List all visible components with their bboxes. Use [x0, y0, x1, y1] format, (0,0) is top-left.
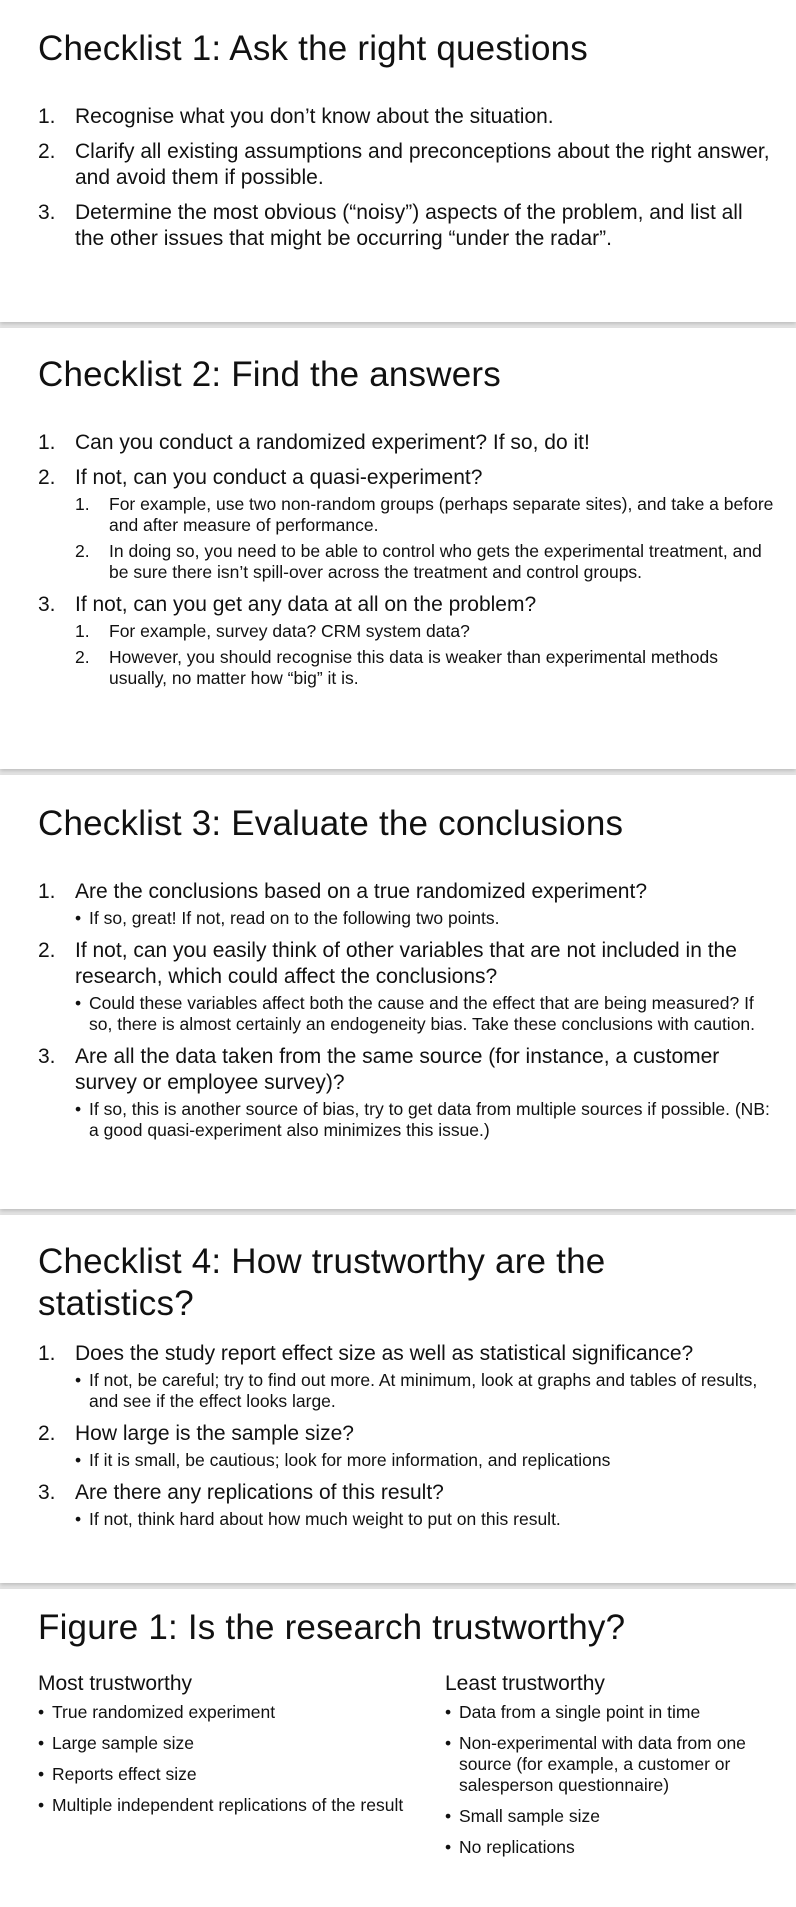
bullet-item: • Reports effect size	[38, 1764, 445, 1785]
sub-item-text: However, you should recognise this data is weaker than experimental methods usually, no matter how “big” it is.	[109, 647, 718, 688]
bullet-list	[75, 1450, 776, 1471]
bullet-item: • If so, great! If not, read on to the following two points.	[75, 908, 776, 929]
list-item	[38, 430, 776, 456]
item-number: 1.	[38, 105, 56, 128]
checklist-4-list	[38, 1341, 776, 1530]
trustworthiness-columns	[38, 1671, 776, 1868]
item-number: 1.	[38, 1342, 56, 1365]
most-trustworthy-column	[38, 1671, 445, 1868]
checklist-1-list	[38, 104, 776, 252]
item-number: 3.	[38, 1045, 56, 1068]
checklist-3-slide	[0, 775, 796, 1209]
bullet-item: • If it is small, be cautious; look for more information, and replications	[75, 1450, 776, 1471]
bullet-item: • If so, this is another source of bias, try to get data from multiple sources if possible. (NB: a good quasi-experiment also minimizes this issue.)	[75, 1099, 776, 1141]
bullet-item: • Multiple independent replications of the result	[38, 1795, 445, 1816]
list-item	[38, 1421, 776, 1471]
item-text: How large is the sample size?	[75, 1422, 354, 1445]
bullet-item: • If not, think hard about how much weight to put on this result.	[75, 1509, 776, 1530]
least-trustworthy-heading: Least trustworthy	[444, 1672, 605, 1695]
item-number: 1.	[38, 431, 56, 454]
sub-list-item	[75, 621, 776, 642]
sub-item-number: 2.	[75, 647, 90, 667]
list-item	[38, 938, 776, 1035]
item-number: 3.	[38, 201, 56, 224]
most-trustworthy-list	[38, 1702, 445, 1816]
list-item	[38, 200, 776, 252]
bullet-list	[75, 1099, 776, 1141]
figure-1-slide	[0, 1589, 796, 1907]
bullet-list	[75, 908, 776, 929]
item-text: Recognise what you don’t know about the situation.	[75, 105, 554, 128]
bullet-item: • Large sample size	[38, 1733, 445, 1754]
item-text: If not, can you get any data at all on the problem?	[75, 593, 537, 616]
list-item	[38, 104, 776, 130]
list-item	[38, 1341, 776, 1412]
item-number: 2.	[38, 1422, 56, 1445]
checklist-4-slide	[0, 1215, 796, 1583]
bullet-list	[75, 1370, 776, 1412]
item-text: Can you conduct a randomized experiment? If so, do it!	[75, 431, 590, 454]
checklist-3-list	[38, 879, 776, 1141]
item-text: Are the conclusions based on a true randomized experiment?	[75, 880, 648, 903]
list-item	[38, 465, 776, 583]
least-trustworthy-list	[445, 1702, 776, 1858]
bullet-item: • No replications	[445, 1837, 776, 1858]
sub-list-item	[75, 541, 776, 583]
bullet-item: • If not, be careful; try to find out more. At minimum, look at graphs and tables of results, and see if the effect looks large.	[75, 1370, 776, 1412]
checklist-2-slide	[0, 328, 796, 769]
sub-item-text: For example, survey data? CRM system data?	[109, 621, 470, 641]
item-number: 2.	[38, 466, 56, 489]
bullet-item: • Could these variables affect both the cause and the effect that are being measured? If so, there is almost certainly an endogeneity bias. Take these conclusions with caution.	[75, 993, 776, 1035]
bullet-list	[75, 1509, 776, 1530]
sub-item-text: For example, use two non-random groups (perhaps separate sites), and take a before and after measure of performance.	[109, 494, 774, 535]
checklist-4-title: Checklist 4: How trustworthy are the statistics?	[38, 1242, 606, 1323]
checklist-1-slide	[0, 0, 796, 322]
item-number: 2.	[38, 939, 56, 962]
bullet-item: • Non-experimental with data from one source (for example, a customer or salesperson questionnaire)	[445, 1733, 776, 1796]
item-text: Are there any replications of this result?	[75, 1481, 444, 1504]
sub-item-text: In doing so, you need to be able to control who gets the experimental treatment, and be sure there isn’t spill-over across the treatment and control groups.	[109, 541, 762, 582]
list-item	[38, 1044, 776, 1141]
list-item	[38, 592, 776, 689]
sub-item-number: 2.	[75, 541, 90, 561]
bullet-item: • True randomized experiment	[38, 1702, 445, 1723]
sub-list-item	[75, 494, 776, 536]
item-text: If not, can you conduct a quasi-experiment?	[75, 466, 483, 489]
sub-list	[75, 621, 776, 689]
bullet-item: • Data from a single point in time	[445, 1702, 776, 1723]
sub-item-number: 1.	[75, 621, 90, 641]
most-trustworthy-heading: Most trustworthy	[38, 1672, 193, 1695]
list-item	[38, 879, 776, 929]
figure-1-title: Figure 1: Is the research trustworthy?	[38, 1608, 626, 1647]
bullet-item: • Small sample size	[445, 1806, 776, 1827]
item-number: 3.	[38, 593, 56, 616]
item-number: 2.	[38, 140, 56, 163]
checklist-3-title: Checklist 3: Evaluate the conclusions	[38, 804, 624, 843]
checklist-2-list	[38, 430, 776, 689]
item-number: 3.	[38, 1481, 56, 1504]
item-number: 1.	[38, 880, 56, 903]
list-item	[38, 1480, 776, 1530]
item-text: Does the study report effect size as well as statistical significance?	[75, 1342, 694, 1365]
item-text: Are all the data taken from the same source (for instance, a customer survey or employee survey)?	[75, 1045, 720, 1094]
item-text: If not, can you easily think of other variables that are not included in the research, which could affect the conclusions?	[75, 939, 737, 988]
bullet-list	[75, 993, 776, 1035]
sub-list	[75, 494, 776, 583]
item-text: Clarify all existing assumptions and preconceptions about the right answer, and avoid them if possible.	[75, 140, 770, 189]
item-text: Determine the most obvious (“noisy”) aspects of the problem, and list all the other issues that might be occurring “under the radar”.	[75, 201, 743, 250]
sub-item-number: 1.	[75, 494, 90, 514]
least-trustworthy-column	[445, 1671, 776, 1868]
checklist-2-title: Checklist 2: Find the answers	[38, 355, 501, 394]
list-item	[38, 139, 776, 191]
checklist-1-title: Checklist 1: Ask the right questions	[38, 29, 588, 68]
sub-list-item	[75, 647, 776, 689]
